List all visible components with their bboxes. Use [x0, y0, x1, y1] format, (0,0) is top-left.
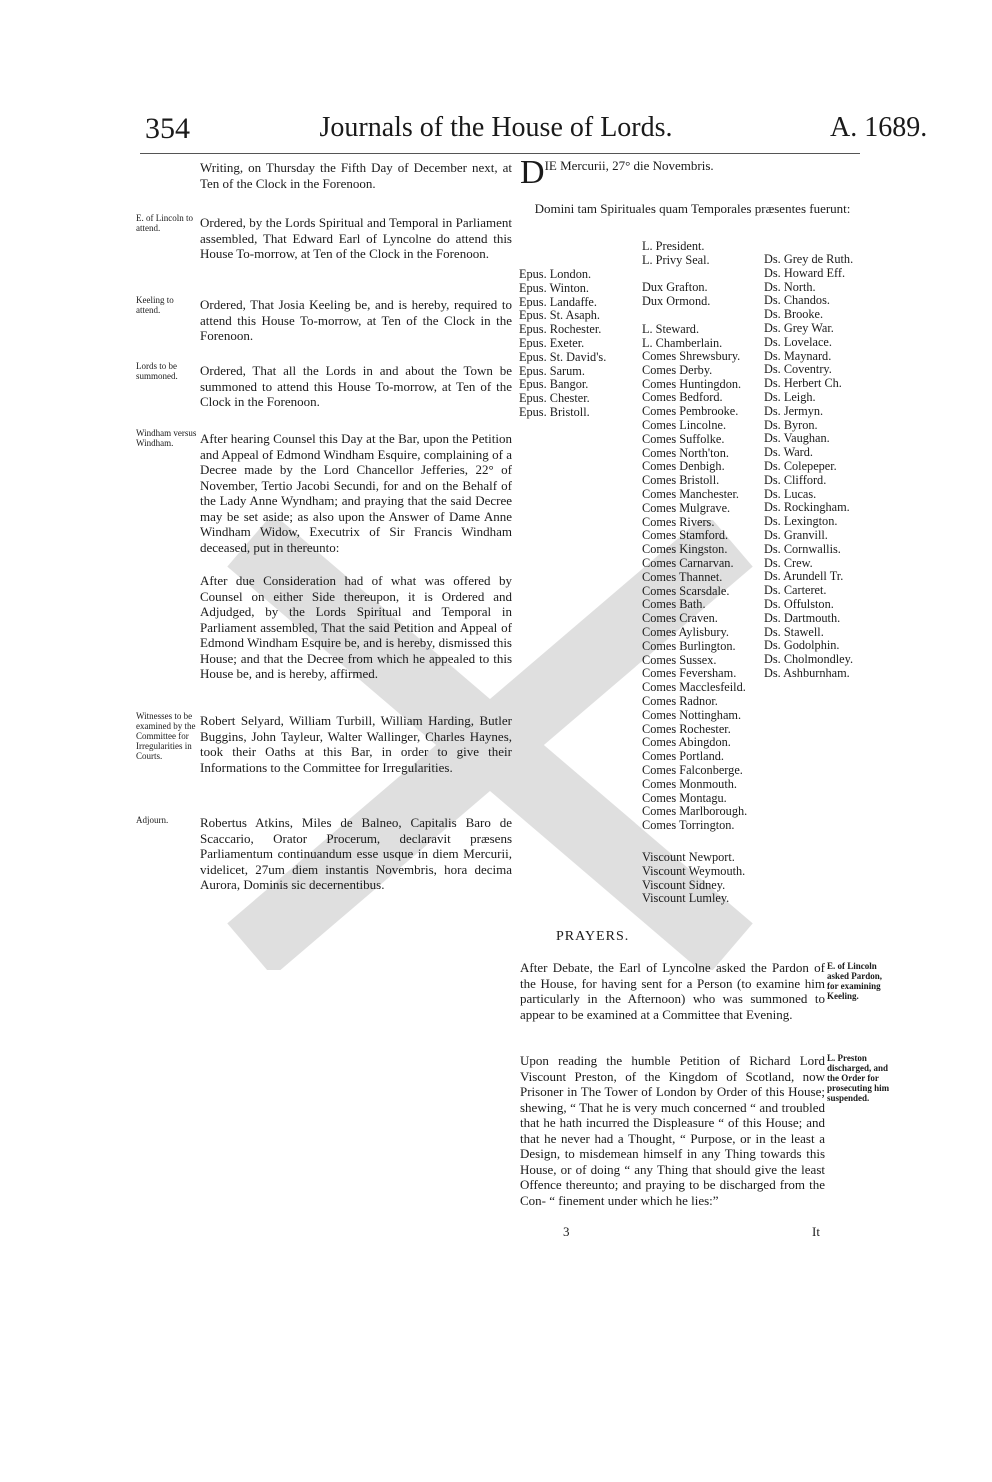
earls-list — [642, 350, 760, 833]
bishop-name: Epus. London. — [519, 267, 592, 281]
earl-name: Comes Rochester. — [642, 721, 731, 736]
margin-note: Witnesses to be examined by the Committee for Irregularities in Courts. — [136, 711, 196, 761]
earl-name: Comes Montagu. — [642, 790, 727, 805]
earl-name: Comes Carnarvan. — [642, 555, 734, 570]
baron-name: Ds. Granvill. — [764, 527, 828, 542]
date-text: IE Mercurii, 27° die Novembris. — [544, 158, 714, 173]
bishops-list — [519, 268, 641, 420]
earl-name: Comes Bedford. — [642, 390, 723, 405]
adjournment-paragraph: Robertus Atkins, Miles de Balneo, Capitalis Baro de Scaccario, Orator Procerum, declaravit præsens Parliamentum continuandum esse usque in diem Mercurii, videlicet, 27um diem instantis Novembris, hora decima Aurora, Dominis sic decernentibus. — [200, 815, 512, 892]
margin-note: E. of Lincoln asked Pardon, for examining Keeling. — [827, 961, 883, 1001]
baron-name: Ds. North. — [764, 279, 816, 294]
earl-name: Comes Mulgrave. — [642, 500, 731, 515]
baron-name: Ds. Cholmondley. — [764, 652, 854, 667]
catchword: It — [812, 1224, 820, 1239]
earl-name: Comes Shrewsbury. — [642, 349, 741, 363]
judgment-paragraph: After due Consideration had of what was offered by Counsel on either Side thereupon, it is Ordered and Adjudged, by the Lords Spiritual and Temporal in Parliament assembled, That the said Petition and Appeal of Edmond Windham Esquire be, and is hereby, dismissed this House; and that the Decree from which he appealed to this House be, and is hereby, affirmed. — [200, 573, 512, 681]
officer-name: L. Chamberlain. — [642, 335, 723, 350]
baron-name: Ds. Herbert Ch. — [764, 376, 842, 391]
bishop-name: Epus. Landaffe. — [519, 294, 597, 309]
petition-paragraph: Upon reading the humble Petition of Richard Lord Viscount Preston, of the Kingdom of Scotland, now Prisoner in The Tower of London by Order of this House; shewing, “ That he is very much concerned “ and troubled that he hath incurred the Displeasure “ of this House; and that he never had a Thought, “ Purpose, or in the least a Design, to misdemean himself in any Thing towards this House, or of doing “ any Thing that should give the least Offence thereunto; and praying to be discharged from the Con- “ finement under which he lies:” — [520, 1053, 825, 1208]
margin-note: E. of Lincoln to attend. — [136, 213, 193, 233]
signature-mark: 3 — [563, 1224, 570, 1239]
officer-name — [642, 309, 760, 323]
earl-name: Comes Scarsdale. — [642, 583, 730, 598]
baron-name: Ds. Carteret. — [764, 583, 827, 598]
continuation-text: Writing, on Thursday the Fifth Day of December next, at Ten of the Clock in the Forenoon. — [200, 160, 512, 191]
baron-name: Ds. Clifford. — [764, 472, 827, 487]
earl-name: Comes Pembrooke. — [642, 404, 739, 419]
page-number: 354 — [145, 112, 190, 145]
earl-name: Comes Stamford. — [642, 528, 729, 543]
baron-name: Ds. Offulston. — [764, 596, 834, 611]
viscount-name: Viscount Sidney. — [642, 877, 726, 892]
bishop-name: Epus. St. David's. — [519, 349, 607, 364]
order-paragraph: Ordered, That all the Lords in and about the Town be summoned to attend this House To-morrow, at Ten of the Clock in the Forenoon. — [200, 363, 512, 409]
baron-name: Ds. Godolphin. — [764, 638, 840, 653]
baron-name: Ds. Leigh. — [764, 389, 816, 404]
baron-name: Ds. Vaughan. — [764, 431, 830, 446]
bishop-name: Epus. Bangor. — [519, 377, 589, 392]
baron-name: Ds. Colepeper. — [764, 458, 837, 473]
prayers-heading: PRAYERS. — [556, 929, 630, 944]
earl-name: Comes Rivers. — [642, 514, 715, 529]
viscount-name: Viscount Lumley. — [642, 891, 730, 906]
earl-name: Comes Huntingdon. — [642, 376, 742, 391]
margin-note: Adjourn. — [136, 815, 169, 825]
drop-cap: D — [520, 154, 545, 191]
earl-name: Comes Marlborough. — [642, 804, 748, 819]
bishop-name: Epus. Winton. — [519, 280, 589, 295]
baron-name: Ds. Chandos. — [764, 293, 830, 308]
order-paragraph: Ordered, by the Lords Spiritual and Temporal in Parliament assembled, That Edward Earl of Lyncolne do attend this House To-morrow, at Ten of the Clock in the Forenoon. — [200, 215, 512, 261]
earl-name: Comes Monmouth. — [642, 776, 737, 791]
bishop-name: Epus. Bristoll. — [519, 404, 590, 419]
baron-name: Ds. Dartmouth. — [764, 610, 841, 625]
margin-note: Lords to be summoned. — [136, 361, 178, 381]
earl-name: Comes Bath. — [642, 597, 706, 612]
earl-name: Comes Abingdon. — [642, 735, 731, 750]
baron-name: Ds. Arundell Tr. — [764, 569, 844, 584]
earl-name: Comes Falconberge. — [642, 762, 743, 777]
earl-name: Comes Aylisbury. — [642, 624, 729, 639]
earl-name: Comes Manchester. — [642, 486, 739, 501]
earl-name: Comes Sussex. — [642, 652, 717, 667]
earl-name: Comes Portland. — [642, 749, 724, 764]
officer-name: L. Steward. — [642, 321, 700, 336]
baron-name: Ds. Maynard. — [764, 348, 832, 363]
sitting-date — [520, 154, 870, 191]
baron-name: Ds. Lovelace. — [764, 334, 832, 349]
baron-name: Ds. Crew. — [764, 555, 813, 570]
officers-list — [642, 240, 760, 350]
baron-name: Ds. Coventry. — [764, 362, 832, 377]
earl-name: Comes Lincolne. — [642, 417, 727, 432]
earl-name: Comes Feversham. — [642, 666, 737, 681]
margin-note: Windham versus Windham. — [136, 428, 197, 448]
present-heading: Domini tam Spirituales quam Temporales præsentes fuerunt: — [534, 201, 851, 216]
baron-name: Ds. Jermyn. — [764, 403, 824, 418]
bishop-name: Epus. St. Asaph. — [519, 308, 600, 323]
bishop-name: Epus. Exeter. — [519, 335, 585, 350]
order-paragraph: Ordered, That Josia Keeling be, and is hereby, required to attend this House To-morrow, at Ten of the Clock in the Forenoon. — [200, 297, 512, 343]
viscounts-list — [642, 851, 760, 906]
earl-name: Comes Derby. — [642, 362, 713, 377]
baron-name: Ds. Rockingham. — [764, 500, 850, 515]
bishop-name: Epus. Sarum. — [519, 363, 585, 378]
baron-name: Ds. Ashburnham. — [764, 665, 850, 680]
baron-name: Ds. Grey War. — [764, 320, 834, 335]
bishop-name: Epus. Chester. — [519, 391, 590, 406]
witnesses-paragraph: Robert Selyard, William Turbill, William Harding, Butler Buggins, John Tayleur, Walter Wallinger, Charles Haynes, took their Oaths at this Bar, in order to give their Informations to the Committee for Irregularities. — [200, 713, 512, 775]
journal-title: Journals of the House of Lords. — [319, 112, 673, 143]
officer-name — [642, 268, 760, 282]
baron-name: Ds. Grey de Ruth. — [764, 252, 854, 266]
earl-name: Comes Burlington. — [642, 638, 736, 653]
earl-name: Comes Denbigh. — [642, 459, 725, 474]
baron-name: Ds. Lucas. — [764, 486, 817, 501]
baron-name: Ds. Stawell. — [764, 624, 824, 639]
baron-name: Ds. Byron. — [764, 417, 818, 432]
earl-name: Comes Thannet. — [642, 569, 723, 584]
earl-name: Comes Nottingham. — [642, 707, 742, 722]
baron-name: Ds. Cornwallis. — [764, 541, 841, 556]
officer-name: L. President. — [642, 239, 705, 253]
earl-name: Comes Radnor. — [642, 693, 718, 708]
margin-note: Keeling to attend. — [136, 295, 174, 315]
officer-name: L. Privy Seal. — [642, 252, 710, 267]
earl-name: Comes Macclesfeild. — [642, 680, 746, 695]
earl-name: Comes Suffolke. — [642, 431, 725, 446]
earl-name: Comes Bristoll. — [642, 473, 720, 488]
officer-name: Dux Grafton. — [642, 280, 708, 295]
year: A. 1689. — [830, 112, 928, 143]
earl-name: Comes North'ton. — [642, 445, 729, 460]
barons-list — [764, 253, 874, 681]
margin-note: L. Preston discharged, and the Order for prosecuting him suspended. — [827, 1053, 890, 1103]
appeal-paragraph: After hearing Counsel this Day at the Bar, upon the Petition and Appeal of Edmond Windham Esquire, complaining of a Decree made by the Lord Chancellor Jefferies, 22° of November, Tertio Jacobi Secundi, for and on the Behalf of the Lady Anne Wyndham; and praying that the said Decree may be set aside; as also upon the Answer of Dame Anne Windham Widow, Executrix of Sir Francis Windham deceased, put in thereunto: — [200, 431, 512, 555]
baron-name: Ds. Howard Eff. — [764, 265, 846, 280]
baron-name: Ds. Ward. — [764, 445, 813, 460]
viscount-name: Viscount Weymouth. — [642, 863, 746, 878]
earl-name: Comes Kingston. — [642, 542, 728, 557]
bishop-name: Epus. Rochester. — [519, 322, 602, 337]
pardon-paragraph: After Debate, the Earl of Lyncolne asked the Pardon of the House, for having sent for a Person (to examine him particularly in the Afternoon) who was summoned to appear to be examined at a Committee that Evening. — [520, 960, 825, 1022]
earl-name: Comes Torrington. — [642, 818, 735, 833]
earl-name: Comes Craven. — [642, 611, 718, 626]
header-rule — [140, 153, 860, 154]
baron-name: Ds. Lexington. — [764, 514, 838, 529]
officer-name: Dux Ormond. — [642, 294, 711, 309]
viscount-name: Viscount Newport. — [642, 850, 735, 864]
baron-name: Ds. Brooke. — [764, 307, 824, 322]
